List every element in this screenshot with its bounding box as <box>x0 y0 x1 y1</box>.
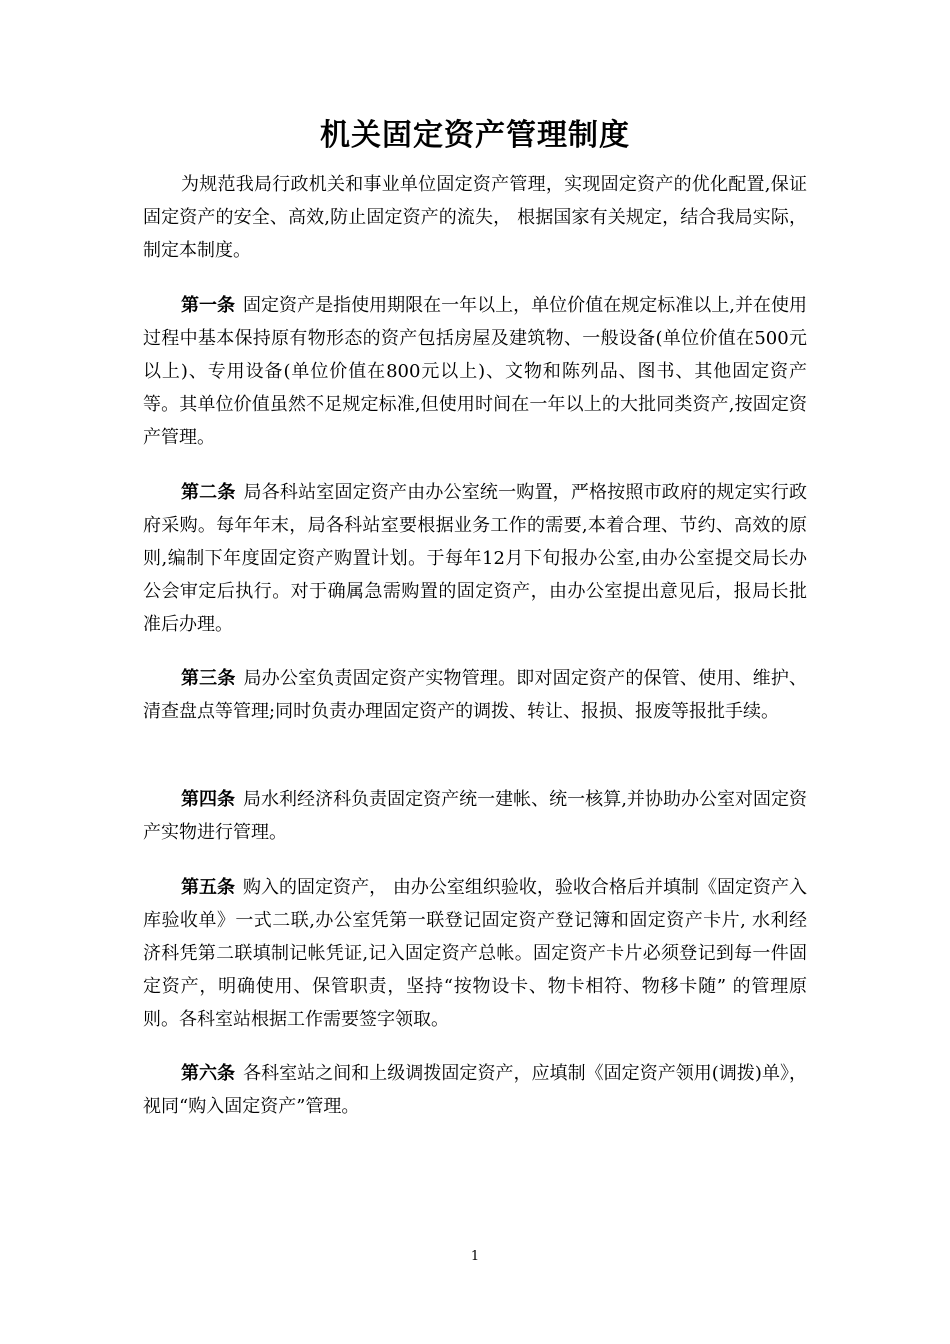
page-number: 1 <box>470 1249 480 1264</box>
article-6 <box>143 1057 807 1123</box>
article-1-text: 固定资产是指使用期限在一年以上，单位价值在规定标准以上,并在使用过程中基本保持原有物形态的资产包括房屋及建筑物、一般设备(单位价值在500元以上)、专用设备(单位价值在800元以上)、文物和陈列品、图书、其他固定资产等。其单位价值虽然不足规定标准,但使用时间在一年以上的大批同类资产,按固定资产管理。 <box>143 295 808 448</box>
article-4 <box>143 783 807 849</box>
article-4-text: 局水利经济科负责固定资产统一建帐、统一核算,并协助办公室对固定资产实物进行管理。 <box>143 789 808 843</box>
article-5 <box>143 871 807 1036</box>
article-3 <box>143 662 807 728</box>
article-6-label: 第六条 <box>181 1063 236 1084</box>
article-6-text: 各科室站之间和上级调拨固定资产，应填制《固定资产领用(调拨)单》，视同“购入固定资产”管理。 <box>143 1063 808 1117</box>
article-2 <box>143 476 807 641</box>
article-1 <box>143 289 807 454</box>
intro-paragraph: 为规范我局行政机关和事业单位固定资产管理，实现固定资产的优化配置,保证固定资产的安全、高效,防止固定资产的流失， 根据国家有关规定，结合我局实际，制定本制度。 <box>143 174 807 261</box>
article-5-text: 购入的固定资产， 由办公室组织验收，验收合格后并填制《固定资产入库验收单》一式二联,办公室凭第一联登记固定资产登记簿和固定资产卡片, 水利经济科凭第二联填制记帐凭证,记入固定资产总帐。固定资产卡片必须登记到每一件固定资产，明确使用、保管职责，坚持“按物设卡、物卡相符、物移卡随” 的管理原则。各科室站根据工作需要签字领取。 <box>143 877 808 1030</box>
article-2-label: 第二条 <box>181 482 236 503</box>
article-3-text: 局办公室负责固定资产实物管理。即对固定资产的保管、使用、维护、清查盘点等管理;同时负责办理固定资产的调拨、转让、报损、报废等报批手续。 <box>143 668 807 722</box>
article-4-label: 第四条 <box>181 789 236 810</box>
article-2-text: 局各科站室固定资产由办公室统一购置，严格按照市政府的规定实行政府采购。每年年末，局各科站室要根据业务工作的需要,本着合理、节约、高效的原则,编制下年度固定资产购置计划。于每年12月下旬报办公室,由办公室提交局长办公会审定后执行。对于确属急需购置的固定资产，由办公室提出意见后，报局长批准后办理。 <box>143 482 807 635</box>
article-5-label: 第五条 <box>181 877 236 898</box>
article-3-label: 第三条 <box>181 668 236 689</box>
article-1-label: 第一条 <box>181 295 236 316</box>
document-title: 机关固定资产管理制度 <box>320 118 630 153</box>
